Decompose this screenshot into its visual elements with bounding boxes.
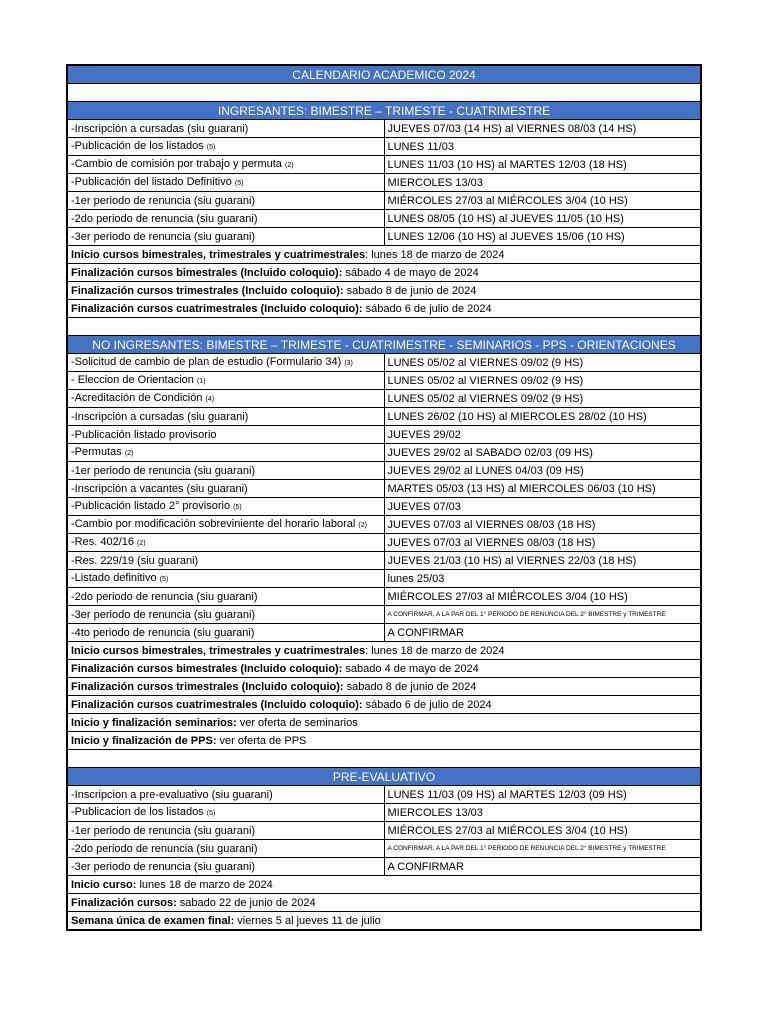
fact-row: [67, 264, 701, 282]
blank-row: [67, 750, 701, 768]
row-date-cell: [384, 390, 701, 408]
calendar-title: CALENDARIO ACADEMICO 2024: [67, 65, 701, 84]
row-date-cell: [384, 156, 701, 174]
fact-label: Finalización cursos cuatrimestrales (Incluido coloquio):: [71, 302, 363, 315]
row-date: LUNES 05/02 al VIERNES 09/02 (9 HS): [387, 356, 584, 369]
row-date: LUNES 12/06 (10 HS) al JUEVES 15/06 (10 HS): [387, 230, 625, 243]
table-row: [67, 516, 701, 534]
table-row: [67, 426, 701, 444]
blank-row: [67, 318, 701, 336]
row-date-cell: [384, 372, 701, 390]
fact-value: sabado 4 de mayo de 2024: [342, 662, 479, 675]
row-date: JUEVES 21/03 (10 HS) al VIERNES 22/03 (18 HS): [387, 554, 637, 567]
row-date: LUNES 11/03 (09 HS) al MARTES 12/03 (09 HS): [387, 788, 627, 801]
fact-value: sabado 22 de junio de 2024: [176, 896, 316, 909]
row-date: JUEVES 07/03 al VIERNES 08/03 (18 HS): [387, 536, 596, 549]
row-label: -Solicitud de cambio de plan de estudio (Formulario 34): [71, 355, 342, 368]
row-label: -Inscripcion a pre-evaluativo (siu guarani): [71, 788, 273, 801]
title-row: [67, 65, 701, 84]
fact-row: [67, 732, 701, 750]
row-date-cell: [384, 534, 701, 552]
fact-row: [67, 912, 701, 931]
row-date: A CONFIRMAR, A LA PAR DEL 1° PERIODO DE RENUNCIA DEL 2° BIMESTRE y TRIMESTRE: [387, 610, 666, 618]
table-row: [67, 156, 701, 174]
table-row: [67, 408, 701, 426]
table-row: [67, 192, 701, 210]
row-label-cell: [67, 354, 384, 372]
fact-label: Finalización cursos trimestrales (Incluido coloquio):: [71, 680, 344, 693]
row-label: -Res. 402/16: [71, 535, 134, 548]
row-date: A CONFIRMAR: [387, 860, 464, 873]
row-date-cell: [384, 606, 701, 624]
row-label-cell: [67, 570, 384, 588]
calendar-body: [67, 65, 701, 930]
row-label-cell: [67, 174, 384, 192]
row-date-cell: [384, 588, 701, 606]
fact-row: [67, 876, 701, 894]
row-note: (2): [137, 539, 146, 547]
row-label: -Publicacion de los listados: [71, 805, 204, 818]
row-date-cell: [384, 426, 701, 444]
row-date: MARTES 05/03 (13 HS) al MIERCOLES 06/03 (10 HS): [387, 482, 656, 495]
row-date-cell: [384, 498, 701, 516]
row-date-cell: [384, 408, 701, 426]
section-heading: PRE-EVALUATIVO: [67, 768, 701, 786]
section-heading: INGRESANTES: BIMESTRE – TRIMESTE - CUATRIMESTRE: [67, 102, 701, 120]
row-date-cell: [384, 624, 701, 642]
row-date: MIERCOLES 13/03: [387, 176, 483, 189]
row-note: (2): [358, 521, 367, 529]
row-label: -Publicación listado provisorio: [71, 428, 217, 441]
row-date-cell: [384, 552, 701, 570]
row-label: -Publicación listado 2° provisorio: [71, 499, 231, 512]
row-label: -Publicación del listado Definitivo: [71, 175, 232, 188]
fact-cell: [67, 264, 701, 282]
fact-row: [67, 696, 701, 714]
table-row: [67, 120, 701, 138]
fact-cell: [67, 678, 701, 696]
row-label: -Listado definitivo: [71, 571, 157, 584]
row-label-cell: [67, 534, 384, 552]
row-date: A CONFIRMAR: [387, 626, 464, 639]
row-label: -Inscripción a cursadas (siu guarani): [71, 122, 249, 135]
fact-row: [67, 282, 701, 300]
fact-label: Inicio curso:: [71, 878, 137, 891]
row-date: JUEVES 07/03 (14 HS) al VIERNES 08/03 (14 HS): [387, 122, 637, 135]
row-label-cell: [67, 138, 384, 156]
table-row: [67, 228, 701, 246]
table-row: [67, 804, 701, 822]
fact-value: lunes 18 de marzo de 2024: [136, 878, 273, 891]
section-heading-row: [67, 336, 701, 354]
table-row: [67, 588, 701, 606]
fact-value: sabado 8 de junio de 2024: [343, 680, 477, 693]
fact-cell: [67, 282, 701, 300]
fact-cell: [67, 894, 701, 912]
row-label: -3er periodo de renuncia (siu guarani): [71, 230, 256, 243]
table-row: [67, 822, 701, 840]
row-note: (4): [205, 395, 215, 403]
fact-label: Inicio y finalización seminarios:: [71, 716, 237, 729]
table-row: [67, 444, 701, 462]
row-date: LUNES 05/02 al VIERNES 09/02 (9 HS): [387, 374, 584, 387]
table-row: [67, 858, 701, 876]
row-date-cell: [384, 120, 701, 138]
row-label-cell: [67, 444, 384, 462]
row-label-cell: [67, 606, 384, 624]
row-date-cell: [384, 840, 701, 858]
row-date: LUNES 08/05 (10 HS) al JUEVES 11/05 (10 HS): [387, 212, 624, 225]
fact-label: Inicio cursos bimestrales, trimestrales y cuatrimestrales: [71, 248, 366, 261]
row-note: (5): [206, 809, 216, 817]
row-date-cell: [384, 804, 701, 822]
fact-row: [67, 714, 701, 732]
row-label: - Eleccion de Orientacion: [71, 373, 194, 386]
row-label-cell: [67, 156, 384, 174]
fact-row: [67, 642, 701, 660]
fact-label: Finalización cursos bimestrales (Incluido coloquio):: [71, 266, 343, 279]
row-date-cell: [384, 858, 701, 876]
row-date: A CONFIRMAR, A LA PAR DEL 1° PERIODO DE RENUNCIA DEL 2° BIMESTRE y TRIMESTRE: [387, 844, 666, 852]
row-date-cell: [384, 516, 701, 534]
row-label: -Publicación de los listados: [71, 139, 204, 152]
row-date: MIÉRCOLES 27/03 al MIÉRCOLES 3/04 (10 HS): [387, 194, 628, 207]
row-label-cell: [67, 228, 384, 246]
fact-cell: [67, 696, 701, 714]
row-date-cell: [384, 570, 701, 588]
row-date-cell: [384, 462, 701, 480]
row-label: -Cambio por modificación sobreviniente del horario laboral: [71, 517, 356, 530]
section-heading-row: [67, 102, 701, 120]
fact-value: ver oferta de seminarios: [236, 716, 358, 729]
row-date-cell: [384, 444, 701, 462]
row-label-cell: [67, 480, 384, 498]
fact-row: [67, 660, 701, 678]
fact-cell: [67, 642, 701, 660]
blank-row: [67, 84, 701, 102]
row-label: -Inscripción a cursadas (siu guarani): [71, 410, 249, 423]
table-row: [67, 624, 701, 642]
fact-row: [67, 300, 701, 318]
row-date-cell: [384, 822, 701, 840]
row-date-cell: [384, 138, 701, 156]
row-label: -3er periodo de renuncia (siu guarani): [71, 608, 256, 621]
fact-row: [67, 894, 701, 912]
row-label-cell: [67, 426, 384, 444]
fact-cell: [67, 300, 701, 318]
row-note: (5): [233, 503, 242, 511]
fact-value: ver oferta de PPS: [216, 734, 307, 747]
row-label: -2do periodo de renuncia (siu guarani): [71, 212, 258, 225]
row-label-cell: [67, 858, 384, 876]
fact-value: sábado 4 de mayo de 2024: [342, 266, 479, 279]
row-label-cell: [67, 822, 384, 840]
table-row: [67, 534, 701, 552]
section-heading: NO INGRESANTES: BIMESTRE – TRIMESTE - CUATRIMESTRE - SEMINARIOS - PPS - ORIENTACIONES: [67, 336, 701, 354]
table-row: [67, 840, 701, 858]
row-note: (2): [124, 449, 134, 457]
row-label-cell: [67, 786, 384, 804]
row-date: MIERCOLES 13/03: [387, 806, 483, 819]
table-row: [67, 480, 701, 498]
table-row: [67, 462, 701, 480]
row-label-cell: [67, 372, 384, 390]
row-label-cell: [67, 498, 384, 516]
row-date: LUNES 11/03 (10 HS) al MARTES 12/03 (18 HS): [387, 158, 627, 171]
blank-cell: [67, 318, 701, 336]
row-label-cell: [67, 624, 384, 642]
table-row: [67, 498, 701, 516]
row-date: LUNES 26/02 (10 HS) al MIERCOLES 28/02 (10 HS): [387, 410, 647, 423]
section-heading-row: [67, 768, 701, 786]
row-note: (5): [159, 575, 169, 583]
row-label-cell: [67, 840, 384, 858]
row-date: JUEVES 29/02 al SABADO 02/03 (09 HS): [387, 446, 593, 459]
row-date-cell: [384, 192, 701, 210]
row-label-cell: [67, 588, 384, 606]
row-note: (5): [234, 179, 244, 187]
fact-cell: [67, 714, 701, 732]
row-note: (3): [344, 359, 353, 367]
row-label: -1er periodo de renuncia (siu guarani): [71, 824, 256, 837]
table-row: [67, 138, 701, 156]
row-date: LUNES 05/02 al VIERNES 09/02 (9 HS): [387, 392, 584, 405]
row-label: -1er periodo de renuncia (siu guarani): [71, 464, 256, 477]
row-label: -4to periodo de renuncia (siu guarani): [71, 626, 255, 639]
table-row: [67, 354, 701, 372]
row-label: -Permutas: [71, 445, 122, 458]
row-label: -Acreditación de Condición: [71, 391, 203, 404]
row-date-cell: [384, 228, 701, 246]
row-date-cell: [384, 174, 701, 192]
fact-row: [67, 678, 701, 696]
fact-label: Inicio y finalización de PPS:: [71, 734, 217, 747]
fact-cell: [67, 660, 701, 678]
table-row: [67, 786, 701, 804]
table-row: [67, 372, 701, 390]
fact-value: sabado 8 de junio de 2024: [343, 284, 477, 297]
row-note: (5): [206, 143, 216, 151]
row-label-cell: [67, 390, 384, 408]
row-date-cell: [384, 354, 701, 372]
row-date: MIÉRCOLES 27/03 al MIÉRCOLES 3/04 (10 HS): [387, 824, 628, 837]
row-label: -2do periodo de renuncia (siu guarani): [71, 842, 258, 855]
row-date: JUEVES 07/03: [387, 500, 461, 513]
row-note: (2): [285, 161, 294, 169]
fact-cell: [67, 246, 701, 264]
row-date: LUNES 11/03: [387, 140, 454, 153]
row-label: -Inscripción a vacantes (siu guarani): [71, 482, 248, 495]
fact-row: [67, 246, 701, 264]
blank-cell: [67, 84, 701, 102]
row-label: -1er periodo de renuncia (siu guarani): [71, 194, 256, 207]
row-label: -2do periodo de renuncia (siu guarani): [71, 590, 258, 603]
fact-cell: [67, 732, 701, 750]
row-label: -Res. 229/19 (siu guarani): [71, 554, 199, 567]
table-row: [67, 570, 701, 588]
fact-value: : lunes 18 de marzo de 2024: [365, 248, 505, 261]
fact-value: viernes 5 al jueves 11 de julio: [234, 914, 381, 927]
row-label-cell: [67, 462, 384, 480]
fact-label: Finalización cursos trimestrales (Incluido coloquio):: [71, 284, 344, 297]
blank-cell: [67, 750, 701, 768]
row-label-cell: [67, 552, 384, 570]
row-date-cell: [384, 786, 701, 804]
table-row: [67, 390, 701, 408]
fact-label: Finalización cursos:: [71, 896, 177, 909]
fact-value: : lunes 18 de marzo de 2024: [365, 644, 505, 657]
row-label-cell: [67, 192, 384, 210]
row-date: MIÉRCOLES 27/03 al MIÉRCOLES 3/04 (10 HS): [387, 590, 628, 603]
table-row: [67, 552, 701, 570]
row-date: lunes 25/03: [387, 572, 445, 585]
fact-label: Semana única de examen final:: [71, 914, 235, 927]
table-row: [67, 606, 701, 624]
fact-label: Finalización cursos bimestrales (Incluido coloquio):: [71, 662, 343, 675]
row-date: JUEVES 29/02: [387, 428, 461, 441]
row-label: -3er periodo de renuncia (siu guarani): [71, 860, 256, 873]
fact-value: sábado 6 de julio de 2024: [362, 698, 492, 711]
row-date-cell: [384, 210, 701, 228]
fact-cell: [67, 912, 701, 931]
row-label: -Cambio de comisión por trabajo y permuta: [71, 157, 282, 170]
row-date-cell: [384, 480, 701, 498]
table-row: [67, 174, 701, 192]
row-label-cell: [67, 408, 384, 426]
row-label-cell: [67, 804, 384, 822]
row-date: JUEVES 07/03 al VIERNES 08/03 (18 HS): [387, 518, 596, 531]
fact-label: Inicio cursos bimestrales, trimestrales y cuatrimestrales: [71, 644, 366, 657]
table-row: [67, 210, 701, 228]
academic-calendar-table: [66, 64, 702, 931]
row-label-cell: [67, 210, 384, 228]
row-note: (1): [196, 377, 206, 385]
row-label-cell: [67, 120, 384, 138]
fact-value: sábado 6 de julio de 2024: [362, 302, 492, 315]
fact-cell: [67, 876, 701, 894]
row-label-cell: [67, 516, 384, 534]
fact-label: Finalización cursos cuatrimestrales (Incluido coloquio):: [71, 698, 363, 711]
row-date: JUEVES 29/02 al LUNES 04/03 (09 HS): [387, 464, 584, 477]
